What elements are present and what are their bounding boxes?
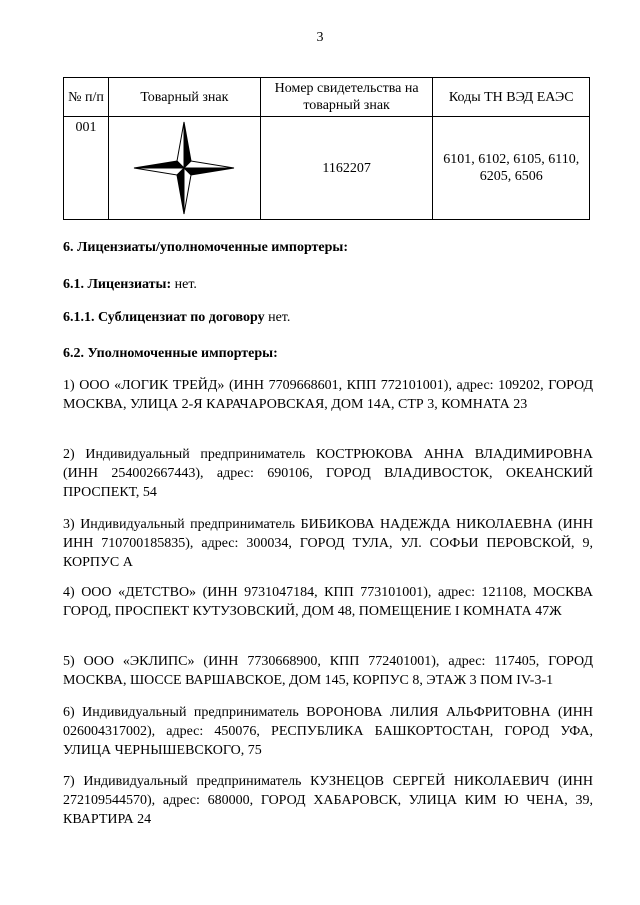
section-6-2-heading (63, 344, 593, 363)
header-num: № п/п (64, 78, 109, 117)
header-codes: Коды ТН ВЭД ЕАЭС (433, 78, 590, 117)
importer-item-7: 7) Индивидуальный предприниматель КУЗНЕЦОВ СЕРГЕЙ НИКОЛАЕВИЧ (ИНН 272109544570), адрес: 680000, ГОРОД ХАБАРОВСК, УЛИЦА КИМ Ю ЧЕНА, 39, КВАРТИРА 24 (63, 774, 593, 827)
section-6-1-1 (63, 308, 593, 327)
section-6-heading (63, 238, 593, 257)
section-6-1-1-label: 6.1.1. Сублицензиат по договору (63, 310, 265, 325)
cell-num: 001 (64, 117, 109, 220)
header-trademark: Товарный знак (108, 78, 260, 117)
table-header-row (64, 78, 590, 117)
page-number: 3 (316, 30, 324, 45)
importer-item-6: 6) Индивидуальный предприниматель ВОРОНОВА ЛИЛИЯ АЛЬФРИТОВНА (ИНН 026004317002), адрес: 450076, РЕСПУБЛИКА БАШКОРТОСТАН, ГОРОД УФА, УЛИЦА ЧЕРНЫШЕВСКОГО, 75 (63, 705, 593, 758)
section-6-2-label: 6.2. Уполномоченные импортеры: (63, 346, 278, 361)
importer-item-2: 2) Индивидуальный предприниматель КОСТРЮКОВА АННА ВЛАДИМИРОВНА (ИНН 254002667443), адрес: 690106, ГОРОД ВЛАДИВОСТОК, ОКЕАНСКИЙ ПРОСПЕКТ, 54 (63, 447, 593, 500)
section-6-title: 6. Лицензиаты/уполномоченные импортеры: (63, 240, 349, 255)
section-6-1 (63, 275, 593, 294)
cell-trademark (108, 117, 260, 220)
trademark-table (63, 77, 590, 220)
four-point-compass-star-icon (132, 120, 236, 216)
section-6-1-value: нет. (171, 277, 197, 292)
importer-item-4: 4) ООО «ДЕТСТВО» (ИНН 9731047184, КПП 773101001), адрес: 121108, МОСКВА ГОРОД, ПРОСПЕКТ КУТУЗОВСКИЙ, ДОМ 48, ПОМЕЩЕНИЕ I КОМНАТА 47Ж (63, 585, 593, 619)
cell-certificate: 1162207 (260, 117, 433, 220)
cell-codes: 6101, 6102, 6105, 6110, 6205, 6506 (433, 117, 590, 220)
table-row (64, 117, 590, 220)
section-6-1-label: 6.1. Лицензиаты: (63, 277, 172, 292)
importer-item-1: 1) ООО «ЛОГИК ТРЕЙД» (ИНН 7709668601, КПП 772101001), адрес: 109202, ГОРОД МОСКВА, УЛИЦА 2-Я КАРАЧАРОВСКАЯ, ДОМ 14А, СТР 3, КОМНАТА 23 (63, 378, 593, 412)
section-6-1-1-value: нет. (264, 310, 291, 325)
importer-item-3: 3) Индивидуальный предприниматель БИБИКОВА НАДЕЖДА НИКОЛАЕВНА (ИНН ИНН 710700185835), адрес: 300034, ГОРОД ТУЛА, УЛ. СОФЬИ ПЕРОВСКОЙ, 9, КОРПУС А (63, 517, 593, 570)
header-certificate: Номер свидетельства на товарный знак (260, 78, 433, 117)
importer-item-5: 5) ООО «ЭКЛИПС» (ИНН 7730668900, КПП 772401001), адрес: 117405, ГОРОД МОСКВА, ШОССЕ ВАРШАВСКОЕ, ДОМ 145, КОРПУС 8, ЭТАЖ 3 ПОМ IV-3-1 (63, 654, 593, 688)
